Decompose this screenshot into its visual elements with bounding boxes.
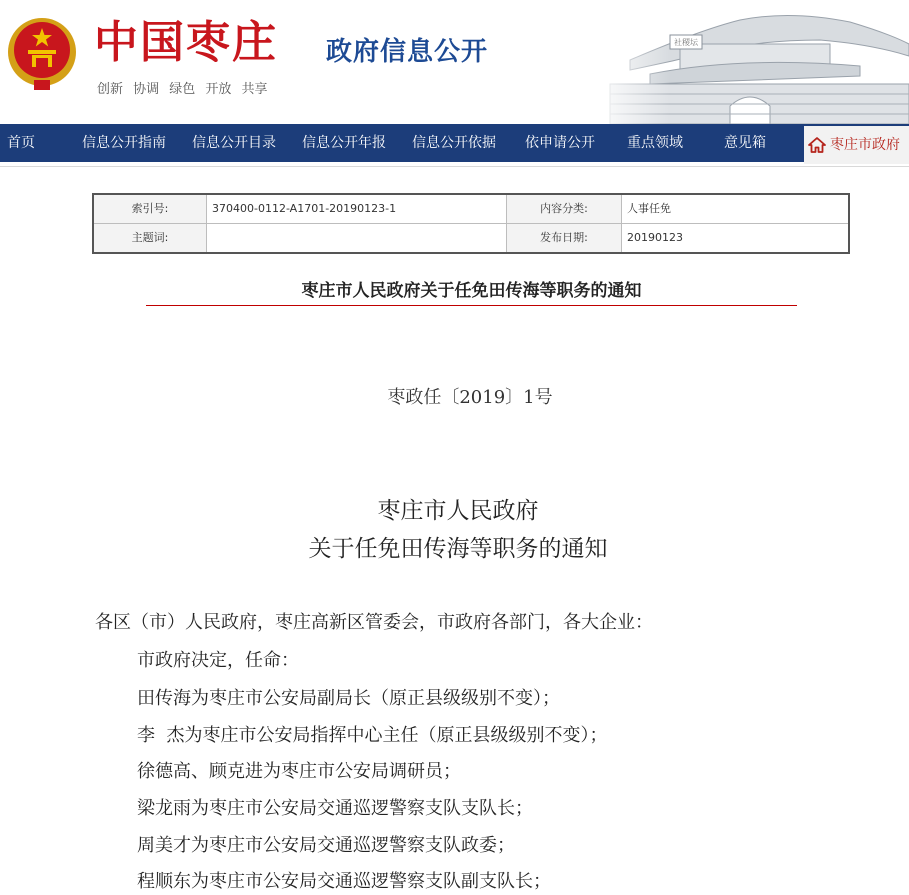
- home-link-label: 枣庄市政府: [830, 137, 900, 153]
- body-line: 周美才为枣庄市公安局交通巡逻警察支队政委；: [137, 835, 515, 856]
- nav-divider: [0, 166, 909, 167]
- index-value: 370400-0112-A1701-20190123-1: [207, 195, 507, 224]
- category-value: 人事任免: [622, 195, 848, 224]
- body-line: 徐德高、顾克进为枣庄市公安局调研员；: [137, 761, 461, 782]
- document-number: 枣政任〔2019〕1号: [387, 387, 553, 408]
- nav-item-home[interactable]: 首页: [7, 135, 35, 151]
- national-emblem-icon: [6, 14, 78, 94]
- city-government-home-link[interactable]: [804, 126, 909, 164]
- subject-label: 主题词:: [94, 224, 207, 252]
- main-nav: [0, 124, 909, 162]
- site-title: 中国枣庄: [94, 17, 278, 68]
- body-line: 市政府决定，任命：: [137, 650, 299, 671]
- document-title-line-1: 枣庄市人民政府: [377, 498, 539, 524]
- document-heading: 枣庄市人民政府关于任免田传海等职务的通知: [301, 281, 642, 301]
- section-title: 政府信息公开: [326, 37, 489, 67]
- nav-item-catalog[interactable]: 信息公开目录: [192, 135, 276, 151]
- home-icon: [808, 137, 826, 153]
- subject-value: [207, 224, 507, 252]
- site-header: [0, 0, 909, 124]
- heading-divider: [146, 305, 797, 306]
- nav-item-key-areas[interactable]: 重点领域: [627, 135, 683, 151]
- document-meta-table: [92, 193, 850, 254]
- nav-item-annual-report[interactable]: 信息公开年报: [302, 135, 386, 151]
- body-line: 田传海为枣庄市公安局副局长（原正县级级别不变）；: [137, 688, 560, 709]
- nav-item-application[interactable]: 依申请公开: [525, 135, 595, 151]
- addressee: 各区（市）人民政府，枣庄高新区管委会，市政府各部门，各大企业：: [95, 612, 653, 633]
- date-label: 发布日期:: [507, 224, 622, 252]
- nav-item-feedback[interactable]: 意见箱: [724, 135, 766, 151]
- nav-item-basis[interactable]: 信息公开依据: [412, 135, 496, 151]
- body-line: 程顺东为枣庄市公安局交通巡逻警察支队副支队长；: [137, 871, 551, 892]
- city-gate-illustration: [590, 0, 909, 124]
- body-line: 李 杰为枣庄市公安局指挥中心主任（原正县级级别不变）；: [137, 725, 608, 746]
- index-label: 索引号:: [94, 195, 207, 224]
- body-line: 梁龙雨为枣庄市公安局交通巡逻警察支队支队长；: [137, 798, 533, 819]
- nav-item-guide[interactable]: 信息公开指南: [82, 135, 166, 151]
- date-value: 20190123: [627, 231, 683, 244]
- site-slogan: 创新 协调 绿色 开放 共享: [97, 82, 268, 97]
- category-label: 内容分类:: [507, 195, 622, 224]
- document-title-line-2: 关于任免田传海等职务的通知: [308, 536, 608, 562]
